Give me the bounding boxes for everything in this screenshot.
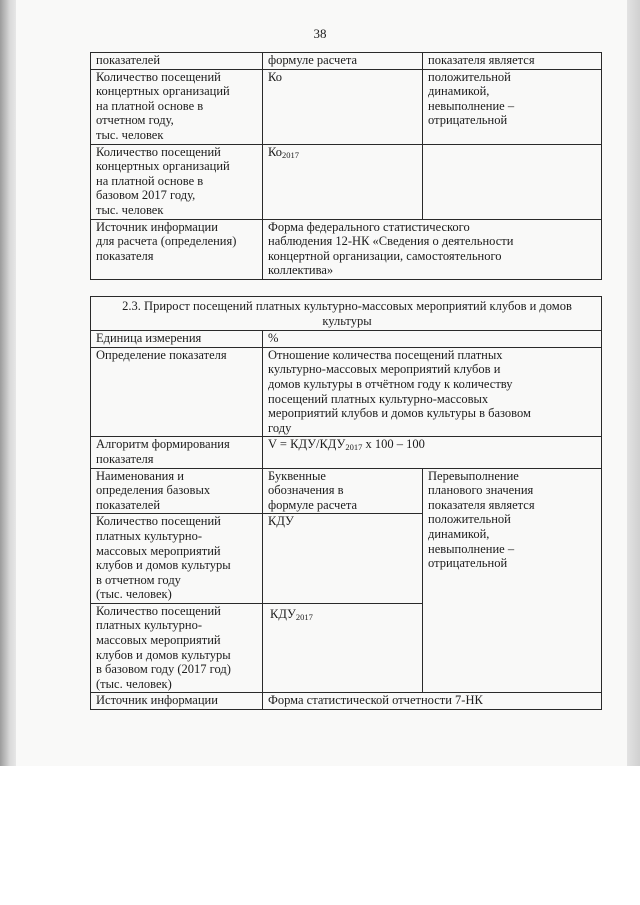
table-cell: Источник информации для расчета (определения) показателя — [91, 219, 263, 279]
table-cell: КДУ — [263, 514, 423, 604]
table-row — [91, 144, 602, 219]
table-row — [91, 53, 602, 70]
formula-text: х 100 – 100 — [362, 437, 425, 452]
table-cell: Единица измерения — [91, 331, 263, 348]
table-cell: Определение показателя — [91, 347, 263, 437]
table-cell: % — [263, 331, 602, 348]
table-cell: Количество посещений платных культурно- массовых мероприятий клубов и домов культуры в базовом году (2017 год) (тыс. человек) — [91, 603, 263, 693]
table-cell: показателей — [91, 53, 263, 70]
table-row — [91, 69, 602, 144]
table-cell: Форма статистической отчетности 7-НК — [263, 693, 602, 710]
table-cell: показателя является — [423, 53, 602, 70]
formula-text: V = КДУ/КДУ — [268, 437, 346, 452]
table-cell: Форма федерального статистического наблюдения 12-НК «Сведения о деятельности концертной организации, самостоятельного коллектива» — [263, 219, 602, 279]
table-cell: Источник информации — [91, 693, 263, 710]
indicator-table-concerts — [90, 52, 602, 280]
table-row — [91, 219, 602, 279]
table-cell: Буквенные обозначения в формуле расчета — [263, 468, 423, 514]
table-row — [91, 297, 602, 331]
table-cell: Количество посещений концертных организаций на платной основе в базовом 2017 году, тыс. человек — [91, 144, 263, 219]
table-cell — [423, 144, 602, 219]
table-cell: Алгоритм формирования показателя — [91, 437, 263, 468]
table-cell — [263, 437, 602, 468]
table-cell: формуле расчета — [263, 53, 423, 70]
table-cell — [263, 603, 423, 693]
table-cell — [263, 144, 423, 219]
formula-symbol: КДУ — [270, 606, 296, 621]
table-row — [91, 347, 602, 437]
table-row — [91, 693, 602, 710]
table-cell: Количество посещений концертных организаций на платной основе в отчетном году, тыс. человек — [91, 69, 263, 144]
formula-symbol: Ко — [268, 144, 282, 159]
table-row — [91, 437, 602, 468]
table-row — [91, 331, 602, 348]
table-cell: Отношение количества посещений платных культурно-массовых мероприятий клубов и домов культуры в отчётном году к количеству посещений платных культурно-массовых мероприятий клубов и домов культуры в базовом году — [263, 347, 602, 437]
formula-subscript: 2017 — [345, 442, 363, 453]
table-cell: положительной динамикой, невыполнение – отрицательной — [423, 69, 602, 144]
table-row — [91, 468, 602, 514]
table-cell: Количество посещений платных культурно- массовых мероприятий клубов и домов культуры в отчетном году (тыс. человек) — [91, 514, 263, 604]
section-title: 2.3. Прирост посещений платных культурно-массовых мероприятий клубов и домов культуры — [91, 297, 602, 331]
indicator-table-clubs — [90, 296, 602, 710]
page-number: 38 — [313, 26, 327, 41]
table-cell: Ко — [263, 69, 423, 144]
formula-subscript: 2017 — [295, 611, 313, 622]
formula-subscript: 2017 — [281, 149, 299, 160]
table-cell: Наименования и определения базовых показателей — [91, 468, 263, 514]
table-cell: Перевыполнение планового значения показателя является положительной динамикой, невыполнение – отрицательной — [423, 468, 602, 693]
